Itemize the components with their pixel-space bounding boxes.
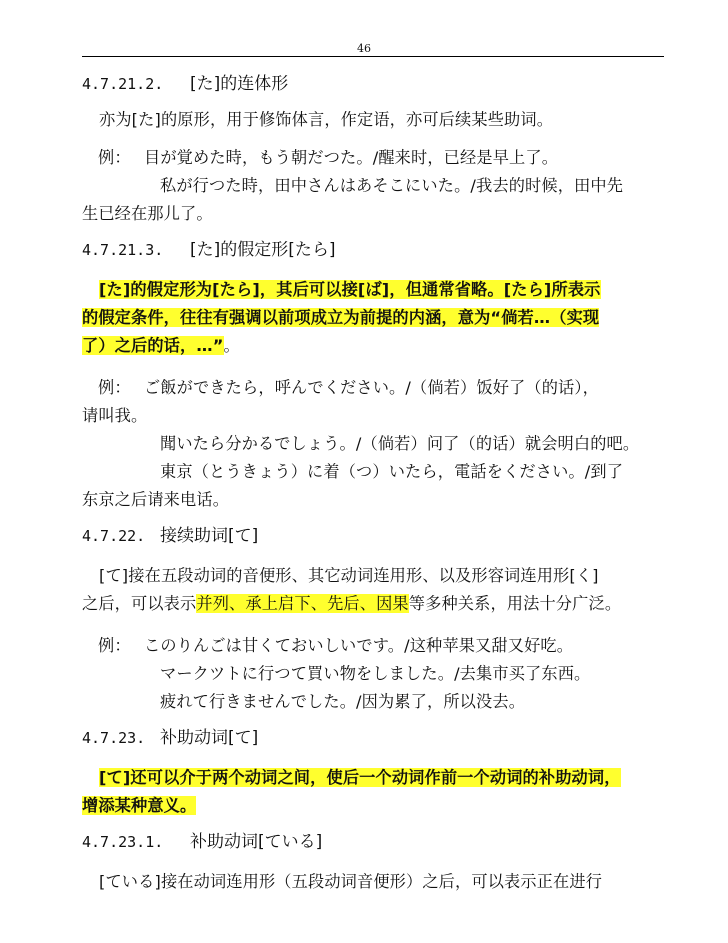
paragraph	[82, 276, 672, 304]
example-line	[82, 144, 672, 172]
text-run: 之后，可以表示	[82, 594, 197, 613]
header-rule	[82, 56, 664, 57]
section-number: 4.7.21.2.	[82, 75, 164, 93]
example-line	[82, 632, 672, 660]
section-heading-4-7-23-1	[82, 830, 672, 854]
section-heading-4-7-23	[82, 726, 672, 750]
section-heading-4-7-21-3	[82, 238, 672, 262]
period: 。	[223, 336, 240, 355]
highlighted-text: 了）之后的话，…”	[82, 336, 224, 355]
section-title: 补助动词[て]	[160, 728, 259, 748]
example-line: 聞いたら分かるでしょう。/（倘若）问了（的话）就会明白的吧。	[160, 434, 640, 453]
example-label: 例：	[98, 148, 131, 167]
section-title: [た]的连体形	[190, 74, 289, 94]
section-heading-4-7-22	[82, 524, 672, 548]
highlighted-text: 增添某种意义。	[82, 796, 197, 815]
section-title: [た]的假定形[たら]	[190, 240, 336, 260]
example-text: ご飯ができたら，呼んでください。/（倘若）饭好了（的话），	[144, 378, 599, 397]
section-number: 4.7.22.	[82, 527, 146, 545]
example-line: 东京之后请来电话。	[82, 490, 230, 509]
highlighted-text: [た]的假定形为[たら]，其后可以接[ば]，但通常省略。[たら]所表示	[99, 280, 601, 299]
paragraph: 亦为[た]的原形，用于修饰体言，作定语，亦可后续某些助词。	[99, 110, 554, 129]
example-label: 例：	[98, 636, 131, 655]
highlighted-text: 并列、承上启下、先后、因果	[196, 594, 409, 613]
paragraph	[82, 792, 672, 820]
example-line: 生已经在那儿了。	[82, 204, 213, 223]
paragraph	[82, 590, 672, 618]
example-line: 请叫我。	[82, 406, 148, 425]
example-label: 例：	[98, 378, 131, 397]
highlighted-text: 的假定条件，往往有强调以前项成立为前提的内涵，意为“倘若…（实现	[82, 308, 600, 327]
paragraph	[82, 332, 672, 360]
page-number: 46	[357, 42, 371, 55]
paragraph	[82, 764, 672, 792]
section-heading-4-7-21-2	[82, 72, 672, 96]
example-line: 疲れて行きませんでした。/因为累了，所以没去。	[160, 692, 526, 711]
section-number: 4.7.21.3.	[82, 241, 164, 259]
example-text: 目が覚めた時，もう朝だつた。/醒来时，已经是早上了。	[144, 148, 559, 167]
section-title: 接续助词[て]	[160, 526, 259, 546]
document-body	[82, 72, 672, 896]
highlighted-text: [て]还可以介于两个动词之间，使后一个动词作前一个动词的补助动词，	[99, 768, 621, 787]
text-run: 等多种关系，用法十分广泛。	[408, 594, 622, 613]
paragraph	[82, 304, 672, 332]
section-number: 4.7.23.	[82, 729, 146, 747]
example-line: 東京（とうきょう）に着（つ）いたら，電話をください。/到了	[160, 462, 624, 481]
example-text: このりんごは甘くておいしいです。/这种苹果又甜又好吃。	[144, 636, 574, 655]
section-number: 4.7.23.1.	[82, 833, 164, 851]
paragraph: [て]接在五段动词的音便形、其它动词连用形、以及形容词连用形[く]	[99, 566, 599, 585]
example-line: マークツトに行つて買い物をしました。/去集市买了东西。	[160, 664, 591, 683]
example-line: 私が行つた時，田中さんはあそこにいた。/我去的时候，田中先	[160, 176, 624, 195]
section-title: 补助动词[ている]	[190, 832, 323, 852]
example-line	[82, 374, 672, 402]
paragraph: [ている]接在动词连用形（五段动词音便形）之后，可以表示正在进行	[99, 872, 603, 891]
